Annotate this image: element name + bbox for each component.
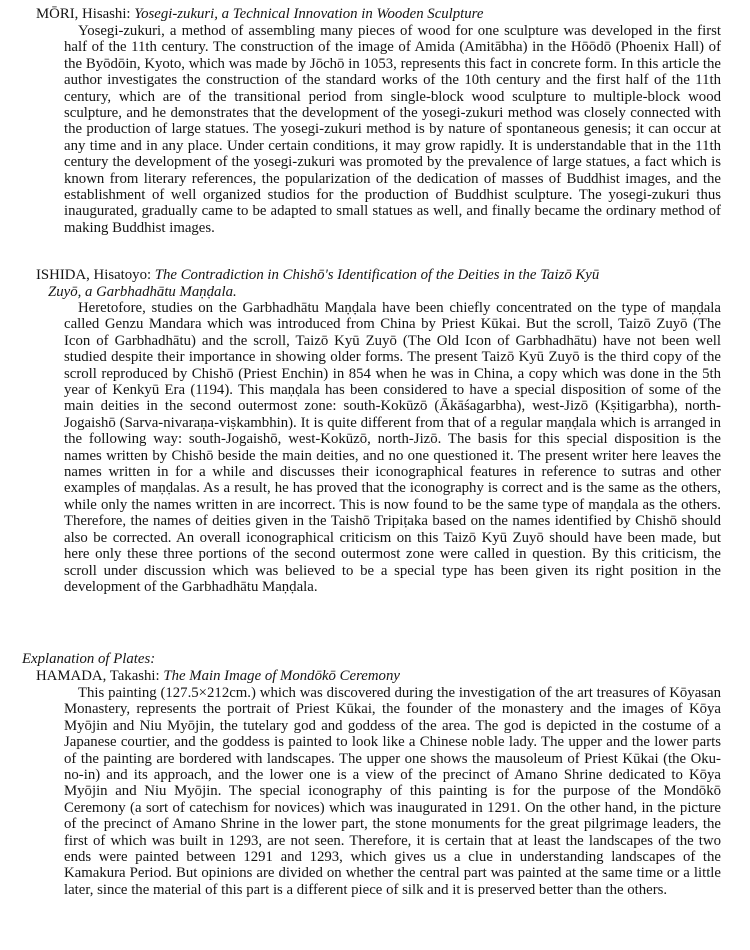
entry-heading [36, 6, 732, 22]
entry-abstract: Yosegi-zukuri, a method of assembling many pieces of wood for one sculpture was developed in the first half of the 11th century. The construction of the image of Amida (Amitābha) in the Hōōdō (Phoenix Hall) of the Byōdōin, Kyoto, which was made by Jōchō in 1053, represents this fact in concrete form. In this article the author investigates the construction of the standard works of the 10th century and the first half of the 11th century, which are of the transitional period from single-block wood sculpture to multiple-block wood sculpture, and he demonstrates that the development of the yosegi-zukuri method was closely connected with the production of large statues. The yosegi-zukuri method is by nature of spontaneous genesis; it can occur at any time and in any place. Under certain conditions, it may grow rapidly. It is understandable that in the 11th century the development of the yosegi-zukuri was promoted by the prevalence of large statues, a fact which is known from literary references, the popularization of the dedication of masses of Buddhist images, and the establishment of well organized studios for the production of Buddhist sculpture. The yosegi-zukuri thus inaugurated, gradually came to be adapted to small statues as well, and finally became the ordinary method of making Buddhist images. [64, 23, 721, 236]
entry-title: Yosegi-zukuri, a Technical Innovation in Wooden Sculpture [134, 6, 484, 22]
entry-author: ISHIDA, Hisatoyo: [36, 267, 152, 283]
entry-heading [36, 267, 732, 283]
entry-author: MŌRI, Hisashi: [36, 6, 131, 22]
entry-abstract: Heretofore, studies on the Garbhadhātu Maṇḍala have been chiefly concentrated on the type of maṇḍala called Genzu Mandara which was introduced from China by Priest Kūkai. But the scroll, Taizō Zuyō (The Icon of Garbhadhātu) and the scroll, Taizō Kyū Zuyō (The Old Icon of Garbhadhātu) have not been well studied despite their importance in showing older forms. The present Taizō Kyū Zuyō is the third copy of the scroll reproduced by Chishō (Priest Enchin) in 854 when he was in China, a copy which was done in the 5th year of Kenkyū Era (1194). This maṇḍala has been considered to have a special disposition of some of the main deities in the second outermost zone: south-Kokūzō (Ākāśagarbha), west-Jizō (Kṣitigarbha), north-Jogaishō (Sarva-nivaraṇa-viṣkambhin). It is quite different from that of a regular maṇḍala which is arranged in the following way: south-Jogaishō, west-Kokūzō, north-Jizō. The basis for this special disposition is the names written by Chishō beside the main deities, and no one questioned it. The present writer here leaves the names written in for a while and discusses their iconographical features in reference to sutras and other examples of maṇḍalas. As a result, he has proved that the iconography is correct and is the same as the others, while only the names written in are incorrect. This is now found to be the same type of maṇḍala as the others. Therefore, the names of deities given in the Taishō Tripiṭaka based on the names identified by Chishō should also be corrected. An overall iconographical criticism on this Taizō Kyū Zuyō should have been made, but here only these three portions of the second outermost zone were called in question. By this criticism, the scroll under discussion which was believed to be a special type has been given its right position in the development of the Garbhadhātu Maṇḍala. [64, 300, 721, 595]
entry-title: The Contradiction in Chishō's Identification of the Deities in the Taizō Kyū [154, 267, 600, 283]
entry-title-continued: Zuyō, a Garbhadhātu Maṇḍala. [48, 284, 237, 300]
entry-author: HAMADA, Takashi: [36, 668, 160, 684]
entry-heading [36, 668, 732, 684]
entry-abstract: This painting (127.5×212cm.) which was discovered during the investigation of the art treasures of Kōyasan Monastery, represents the portrait of Priest Kūkai, the founder of the monastery and the images of Kōya Myōjin and Niu Myōjin, the tutelary god and goddess of the area. The god is depicted in the costume of a Japanese courtier, and the goddess is painted to look like a Chinese noble lady. The upper and the lower parts of the painting are bordered with landscapes. The upper one shows the mausoleum of Priest Kūkai (the Oku-no-in) and its approach, and the lower one is a view of the precinct of Amano Shrine dedicated to Kōya Myōjin and Niu Myōjin. The special iconography of this painting is for the purpose of the Mondōkō Ceremony (a sort of catechism for novices) which was inaugurated in 1291. On the other hand, in the picture of the precinct of Amano Shrine in the lower part, the stone monuments for the great pilgrimage leaders, the first of which was built in 1293, are not seen. Therefore, it is certain that at least the landscapes of the two ends were painted between 1291 and 1293, which gives us a clue in understanding landscapes of the Kamakura Period. But opinions are divided on whether the central part was painted at the same time or a little later, since the material of this part is a different piece of silk and it is preserved better than the others. [64, 685, 721, 898]
section-heading: Explanation of Plates: [22, 651, 156, 667]
entry-title: The Main Image of Mondōkō Ceremony [163, 668, 400, 684]
